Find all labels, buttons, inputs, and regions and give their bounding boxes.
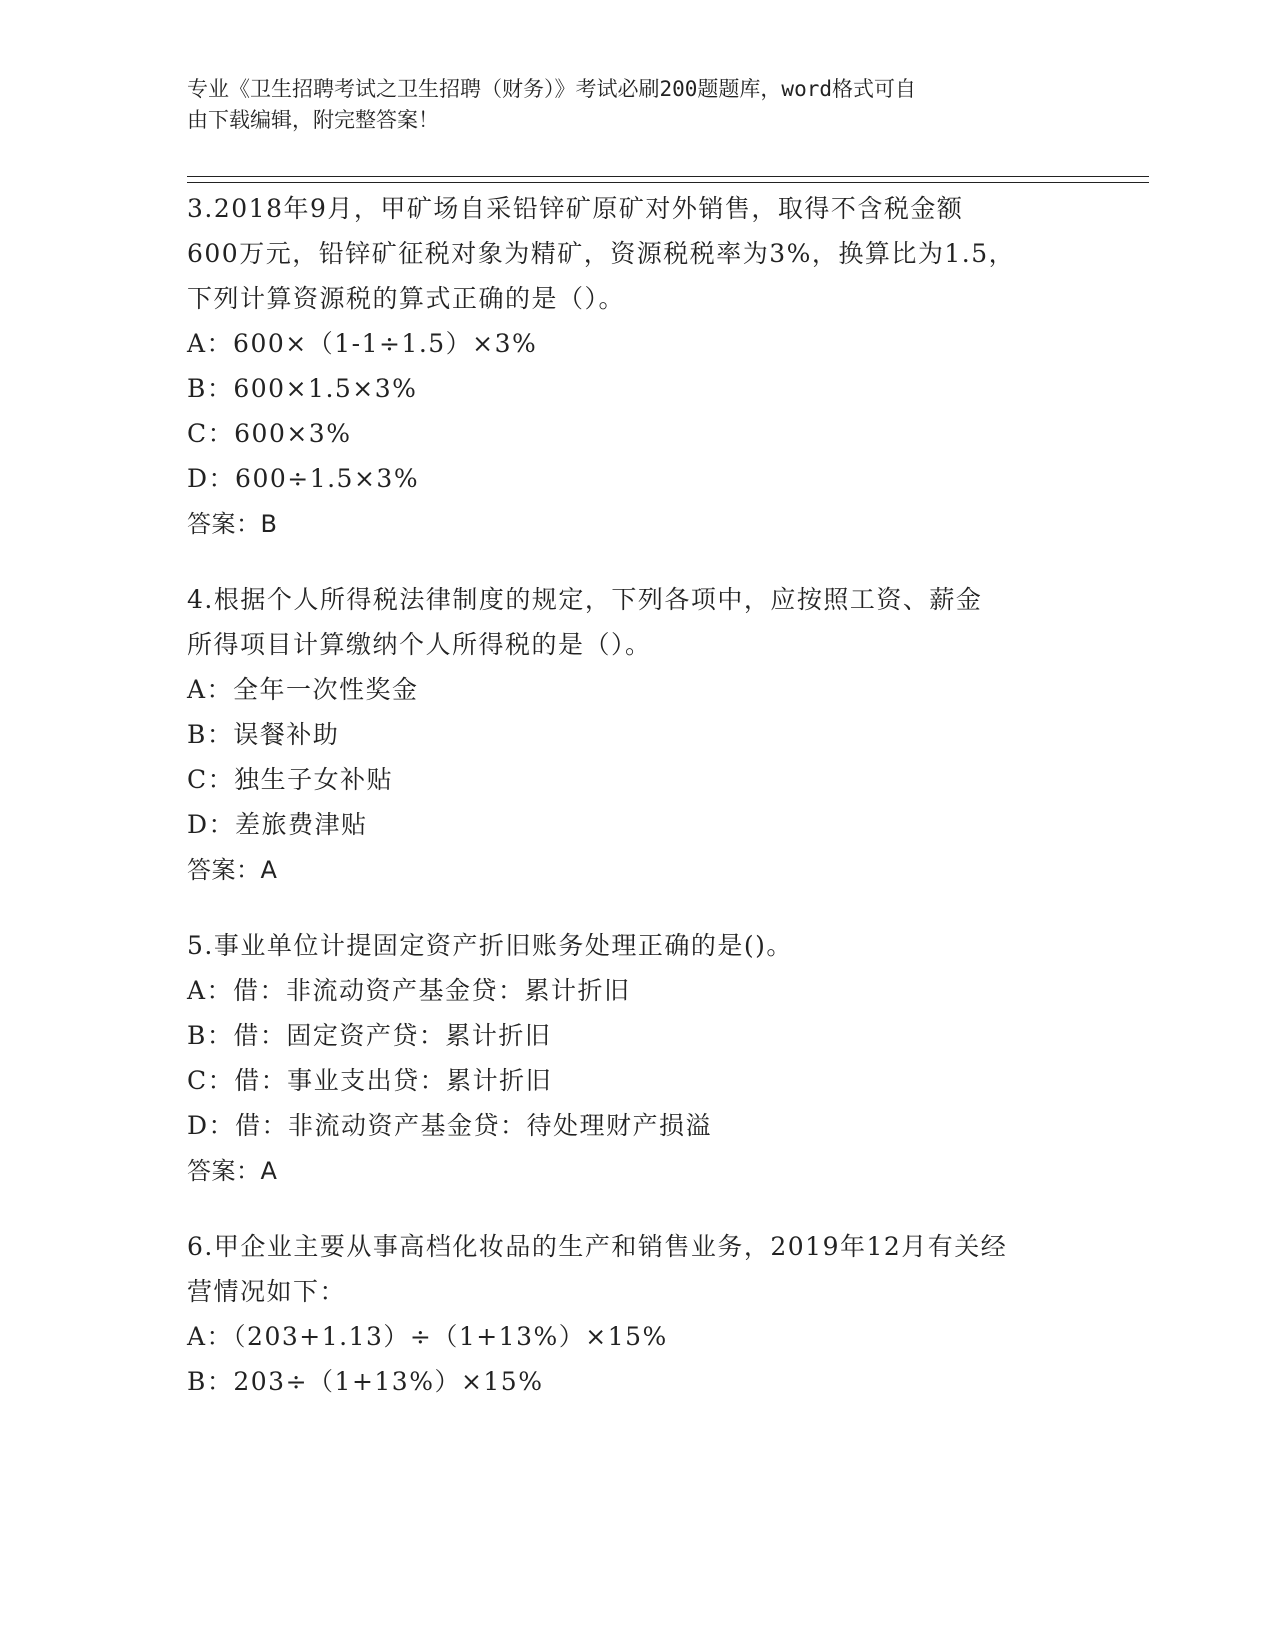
option-b: B：203÷（1+13%）×15%	[187, 1367, 544, 1396]
stem-line: 下列计算资源税的算式正确的是（）。	[187, 284, 626, 313]
stem-line: 4.根据个人所得税法律制度的规定，下列各项中，应按照工资、薪金	[187, 585, 983, 614]
option-c: C：独生子女补贴	[187, 765, 394, 794]
option-a: A：（203+1.13）÷（1+13%）×15%	[187, 1322, 668, 1351]
option-b: B：600×1.5×3%	[187, 374, 418, 403]
option-b: B：误餐补助	[187, 720, 340, 749]
option-a: A：全年一次性奖金	[187, 675, 419, 704]
header-line-2: 由下载编辑，附完整答案！	[187, 108, 439, 132]
question-stem	[187, 186, 1087, 321]
question-item	[187, 923, 1087, 1194]
option-a: A：借：非流动资产基金贷：累计折旧	[187, 976, 631, 1005]
stem-line: 600万元，铅锌矿征税对象为精矿，资源税税率为3%，换算比为1.5，	[187, 239, 1016, 268]
header-divider-bottom	[187, 182, 1149, 183]
answer-line: 答案：A	[187, 856, 278, 884]
option-d: D：借：非流动资产基金贷：待处理财产损溢	[187, 1111, 713, 1140]
question-list	[187, 186, 1087, 1434]
question-stem	[187, 923, 1087, 968]
header-divider-top	[187, 176, 1149, 177]
stem-line: 5.事业单位计提固定资产折旧账务处理正确的是()。	[187, 931, 793, 960]
document-header	[187, 74, 1067, 136]
option-d: D：差旅费津贴	[187, 810, 368, 839]
stem-line: 营情况如下：	[187, 1277, 347, 1306]
option-c: C：600×3%	[187, 419, 352, 448]
answer-line: 答案：B	[187, 510, 278, 538]
option-d: D：600÷1.5×3%	[187, 464, 420, 493]
stem-line: 3.2018年9月，甲矿场自采铅锌矿原矿对外销售，取得不含税金额	[187, 194, 964, 223]
option-b: B：借：固定资产贷：累计折旧	[187, 1021, 552, 1050]
stem-line: 6.甲企业主要从事高档化妆品的生产和销售业务，2019年12月有关经	[187, 1232, 1008, 1261]
answer-line: 答案：A	[187, 1157, 278, 1185]
header-line-1: 专业《卫生招聘考试之卫生招聘（财务）》考试必刷200题题库，word格式可自	[187, 77, 916, 101]
option-a: A：600×（1-1÷1.5）×3%	[187, 329, 538, 358]
option-c: C：借：事业支出贷：累计折旧	[187, 1066, 553, 1095]
question-item	[187, 577, 1087, 893]
question-item	[187, 1224, 1087, 1404]
stem-line: 所得项目计算缴纳个人所得税的是（）。	[187, 630, 652, 659]
question-stem	[187, 1224, 1087, 1314]
question-stem	[187, 577, 1087, 667]
question-item	[187, 186, 1087, 547]
